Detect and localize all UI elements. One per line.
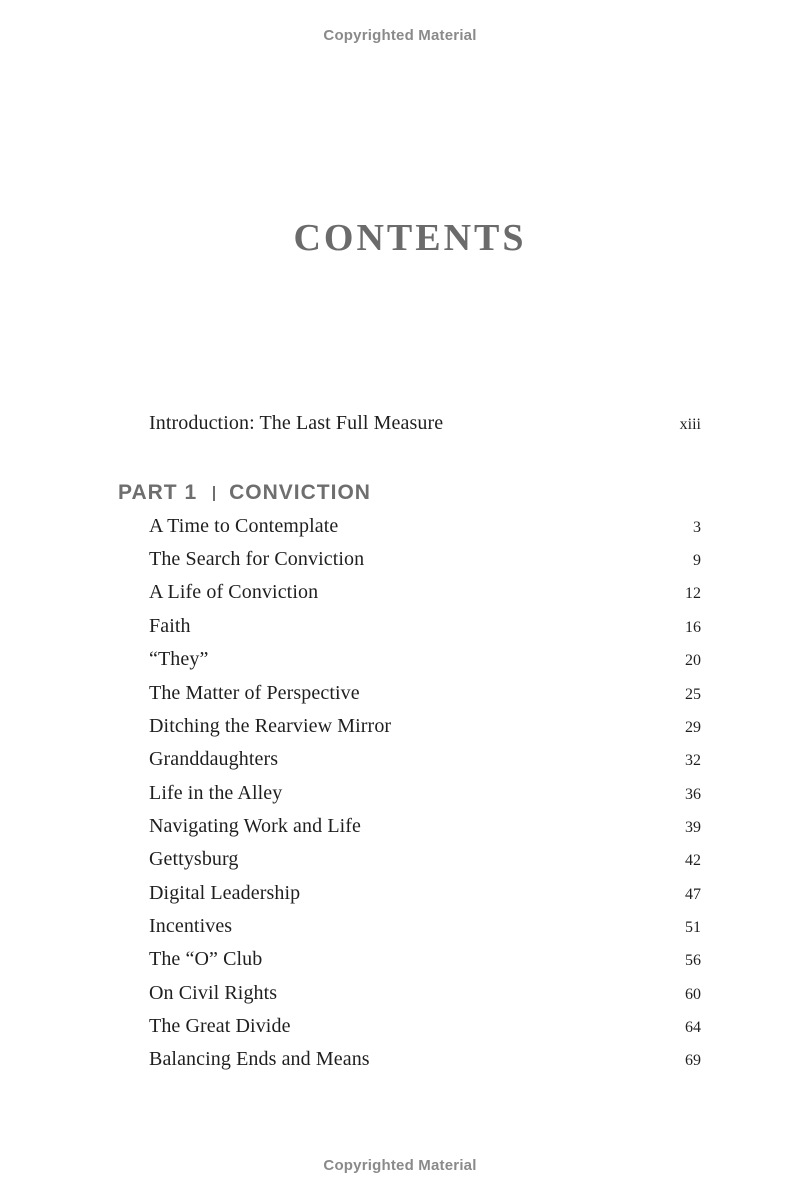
- toc-entry-title: The Matter of Perspective: [149, 682, 360, 704]
- toc-entry[interactable]: [149, 915, 701, 945]
- part-separator: [213, 486, 215, 501]
- toc-entry[interactable]: [149, 515, 701, 545]
- toc-entry-title: The Search for Conviction: [149, 548, 365, 570]
- copyright-watermark-bottom: Copyrighted Material: [323, 1157, 477, 1174]
- toc-entry-page: 51: [685, 919, 701, 936]
- toc-entry-title: Balancing Ends and Means: [149, 1048, 370, 1070]
- toc-entry[interactable]: [149, 848, 701, 878]
- toc-entry-page: 47: [685, 886, 701, 903]
- toc-entry-title: A Life of Conviction: [149, 581, 319, 603]
- toc-entry-title: Digital Leadership: [149, 882, 301, 904]
- toc-entry-page: 29: [685, 719, 701, 736]
- toc-entry[interactable]: [149, 882, 701, 912]
- toc-entry[interactable]: [149, 1015, 701, 1045]
- toc-entry[interactable]: [149, 581, 701, 611]
- toc-entry-title: Gettysburg: [149, 848, 239, 870]
- toc-entry-title: Incentives: [149, 915, 233, 937]
- toc-entry-page: 25: [685, 686, 701, 703]
- toc-entry-page: 16: [685, 619, 701, 636]
- toc-entry[interactable]: [149, 982, 701, 1012]
- toc-entry-title: The Great Divide: [149, 1015, 291, 1037]
- toc-entry[interactable]: [149, 715, 701, 745]
- toc-entry-title: A Time to Contemplate: [149, 515, 339, 537]
- toc-entry-title: Introduction: The Last Full Measure: [149, 412, 444, 434]
- toc-entry-page: 39: [685, 819, 701, 836]
- toc-entry-title: Faith: [149, 615, 191, 637]
- part-name: CONVICTION: [229, 481, 371, 504]
- toc-entry[interactable]: [149, 948, 701, 978]
- toc-entry-page: 20: [685, 652, 701, 669]
- toc-entry-page: 32: [685, 752, 701, 769]
- toc-entry[interactable]: [149, 615, 701, 645]
- copyright-watermark-top: Copyrighted Material: [323, 27, 477, 44]
- toc-entry[interactable]: [149, 648, 701, 678]
- toc-entry-page: 69: [685, 1052, 701, 1069]
- toc-entry-title: On Civil Rights: [149, 982, 278, 1004]
- toc-entry-page: 56: [685, 952, 701, 969]
- toc-entry-title: Life in the Alley: [149, 782, 283, 804]
- toc-entry[interactable]: [149, 682, 701, 712]
- toc-entry-page: 3: [693, 519, 701, 536]
- toc-entry-title: “They”: [149, 648, 209, 670]
- toc-entry[interactable]: [149, 815, 701, 845]
- toc-entry-introduction[interactable]: [149, 412, 701, 442]
- toc-entry-page: 12: [685, 585, 701, 602]
- toc-entry-title: Navigating Work and Life: [149, 815, 362, 837]
- page-title: CONTENTS: [293, 217, 527, 259]
- toc-entry-title: The “O” Club: [149, 948, 263, 970]
- toc-entry-page: 36: [685, 786, 701, 803]
- part-label: PART 1: [118, 481, 198, 504]
- toc-entry[interactable]: [149, 548, 701, 578]
- toc-entry-page: xiii: [679, 416, 701, 433]
- toc-entry-page: 64: [685, 1019, 701, 1036]
- toc-entry-title: Granddaughters: [149, 748, 279, 770]
- toc-entry-page: 42: [685, 852, 701, 869]
- part-heading: [118, 481, 371, 505]
- toc-entry[interactable]: [149, 1048, 701, 1078]
- toc-entry-title: Ditching the Rearview Mirror: [149, 715, 392, 737]
- toc-entry-page: 9: [693, 552, 701, 569]
- toc-entry[interactable]: [149, 782, 701, 812]
- toc-entry[interactable]: [149, 748, 701, 778]
- toc-entry-page: 60: [685, 986, 701, 1003]
